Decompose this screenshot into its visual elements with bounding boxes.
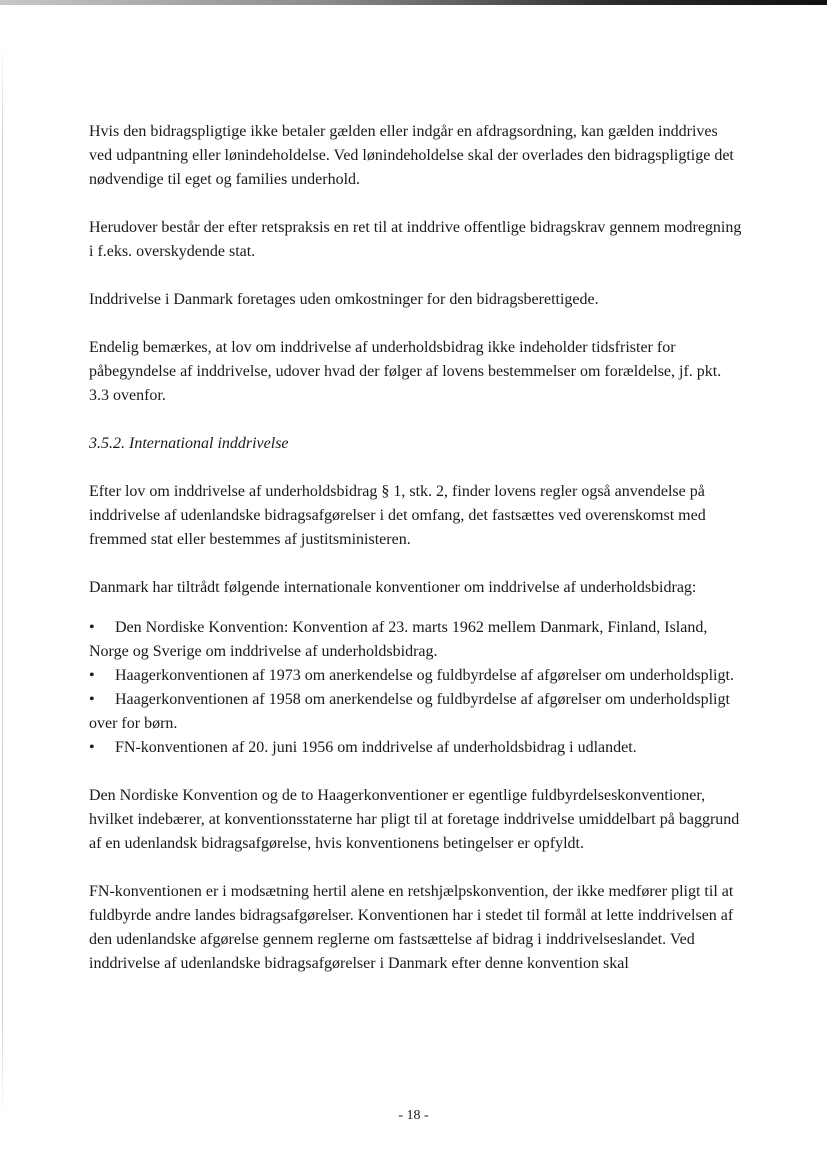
list-item-text: Haagerkonventionen af 1973 om anerkendelse og fuldbyrdelse af afgørelser om underholdspligt. bbox=[115, 667, 734, 684]
scan-left-edge bbox=[2, 40, 3, 1120]
paragraph-debt-collection: Hvis den bidragspligtige ikke betaler gælden eller indgår en afdragsordning, kan gælden inddrives ved udpantning eller lønindeholdelse. Ved lønindeholdelse skal der overlades den bidragspligtige det nødvendige til eget og families underhold. bbox=[89, 123, 734, 188]
list-item bbox=[89, 736, 744, 760]
list-item bbox=[89, 688, 744, 736]
list-item bbox=[89, 616, 744, 664]
bullet-icon: • bbox=[89, 667, 95, 684]
document-page bbox=[89, 120, 744, 1000]
page-number: - 18 - bbox=[398, 1108, 429, 1123]
bullet-icon: • bbox=[89, 739, 95, 756]
scan-top-border bbox=[0, 0, 827, 5]
list-item-text: Haagerkonventionen af 1958 om anerkendelse og fuldbyrdelse af afgørelser om underholdspligt over for børn. bbox=[89, 691, 730, 732]
list-item-text: FN-konventionen af 20. juni 1956 om inddrivelse af underholdsbidrag i udlandet. bbox=[115, 739, 637, 756]
section-title-international: 3.5.2. International inddrivelse bbox=[89, 435, 289, 452]
bullet-icon: • bbox=[89, 619, 95, 636]
paragraph-law-scope: Efter lov om inddrivelse af underholdsbidrag § 1, stk. 2, finder lovens regler også anvendelse på inddrivelse af udenlandske bidragsafgørelser i det omfang, det fastsættes ved overenskomst med fremmed stat eller bestemmes af justitsministeren. bbox=[89, 483, 706, 548]
conventions-list bbox=[89, 616, 744, 760]
paragraph-set-off: Herudover består der efter retspraksis en ret til at inddrive offentlige bidragskrav gennem modregning i f.eks. overskydende stat. bbox=[89, 219, 742, 260]
paragraph-conventions-intro: Danmark har tiltrådt følgende internationale konventioner om inddrivelse af underholdsbidrag: bbox=[89, 579, 697, 596]
list-item bbox=[89, 664, 744, 688]
paragraph-enforcement-conventions: Den Nordiske Konvention og de to Haagerkonventioner er egentlige fuldbyrdelseskonventioner, hvilket indebærer, at konventionsstaterne har pligt til at foretage inddrivelse umiddelbart på baggrund af en udenlandsk bidragsafgørelse, hvis konventionens betingelser er opfyldt. bbox=[89, 787, 740, 852]
list-item-text: Den Nordiske Konvention: Konvention af 23. marts 1962 mellem Danmark, Finland, Island, Norge og Sverige om inddrivelse af underholdsbidrag. bbox=[89, 619, 708, 660]
paragraph-un-convention: FN-konventionen er i modsætning hertil alene en retshjælpskonvention, der ikke medfører pligt til at fuldbyrde andre landes bidragsafgørelser. Konventionen har i stedet til formål at lette inddrivelsen af den udenlandske afgørelse gennem reglerne om fastsættelse af bidrag i inddrivelseslandet. Ved inddrivelse af udenlandske bidragsafgørelser i Danmark efter denne konvention skal bbox=[89, 883, 734, 972]
paragraph-no-costs: Inddrivelse i Danmark foretages uden omkostninger for den bidragsberettigede. bbox=[89, 291, 599, 308]
bullet-icon: • bbox=[89, 691, 95, 708]
paragraph-time-limits: Endelig bemærkes, at lov om inddrivelse af underholdsbidrag ikke indeholder tidsfrister for påbegyndelse af inddrivelse, udover hvad der følger af lovens bestemmelser om forældelse, jf. pkt. 3.3 ovenfor. bbox=[89, 339, 722, 404]
